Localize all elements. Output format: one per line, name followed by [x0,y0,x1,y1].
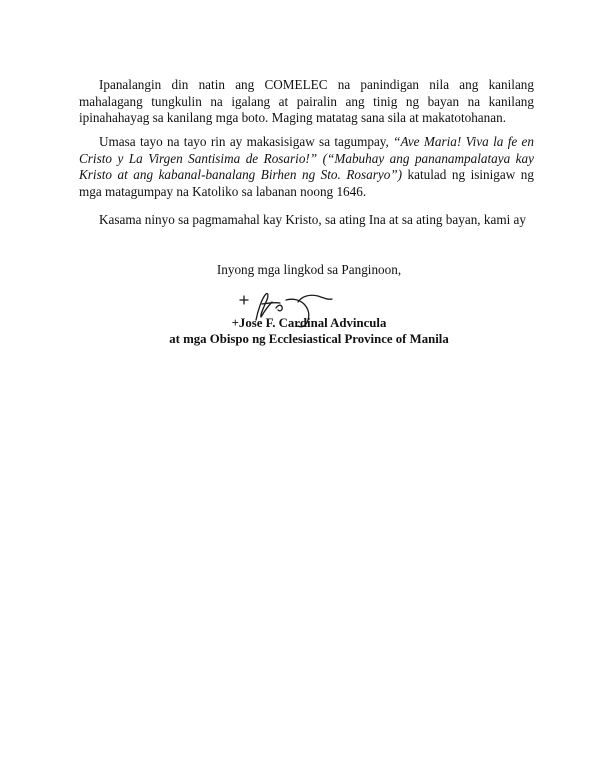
paragraph-victory-tail: katulad ng isinigaw ng mga matagumpay na Katoliko sa labanan noong 1646. [79,167,534,199]
paragraph-comelec-prayer: Ipanalangin din natin ang COMELEC na panindigan nila ang kanilang mahalagang tungkulin na igalang at pairalin ang tinig ng bayan na kanilang ipinahahayag sa kanilang mga boto. Maging matatag sana sila at makatotohanan. [79,77,534,126]
quote-spanish: “Ave Maria! Viva la fe en Cristo y La Virgen Santisima de Rosario!” [79,134,534,166]
paragraph-victory-cry [79,134,534,200]
signatory-name: +Jose F. Cardinal Advincula [231,316,387,330]
closing-salutation: Inyong mga lingkod sa Panginoon, [216,262,402,277]
quote-tagalog: (“Mabuhay ang pananampalataya kay Kristo at ang kabanal-banalang Birhen ng Sto. Rosaryo”) [79,150,534,183]
paragraph-together: Kasama ninyo sa pagmamahal kay Kristo, sa ating Ina at sa ating bayan, kami ay [99,212,526,227]
paragraph-victory-lead: Umasa tayo na tayo rin ay makasisigaw sa tagumpay, [99,134,394,149]
signatory-title: at mga Obispo ng Ecclesiastical Province of Manila [169,332,449,346]
